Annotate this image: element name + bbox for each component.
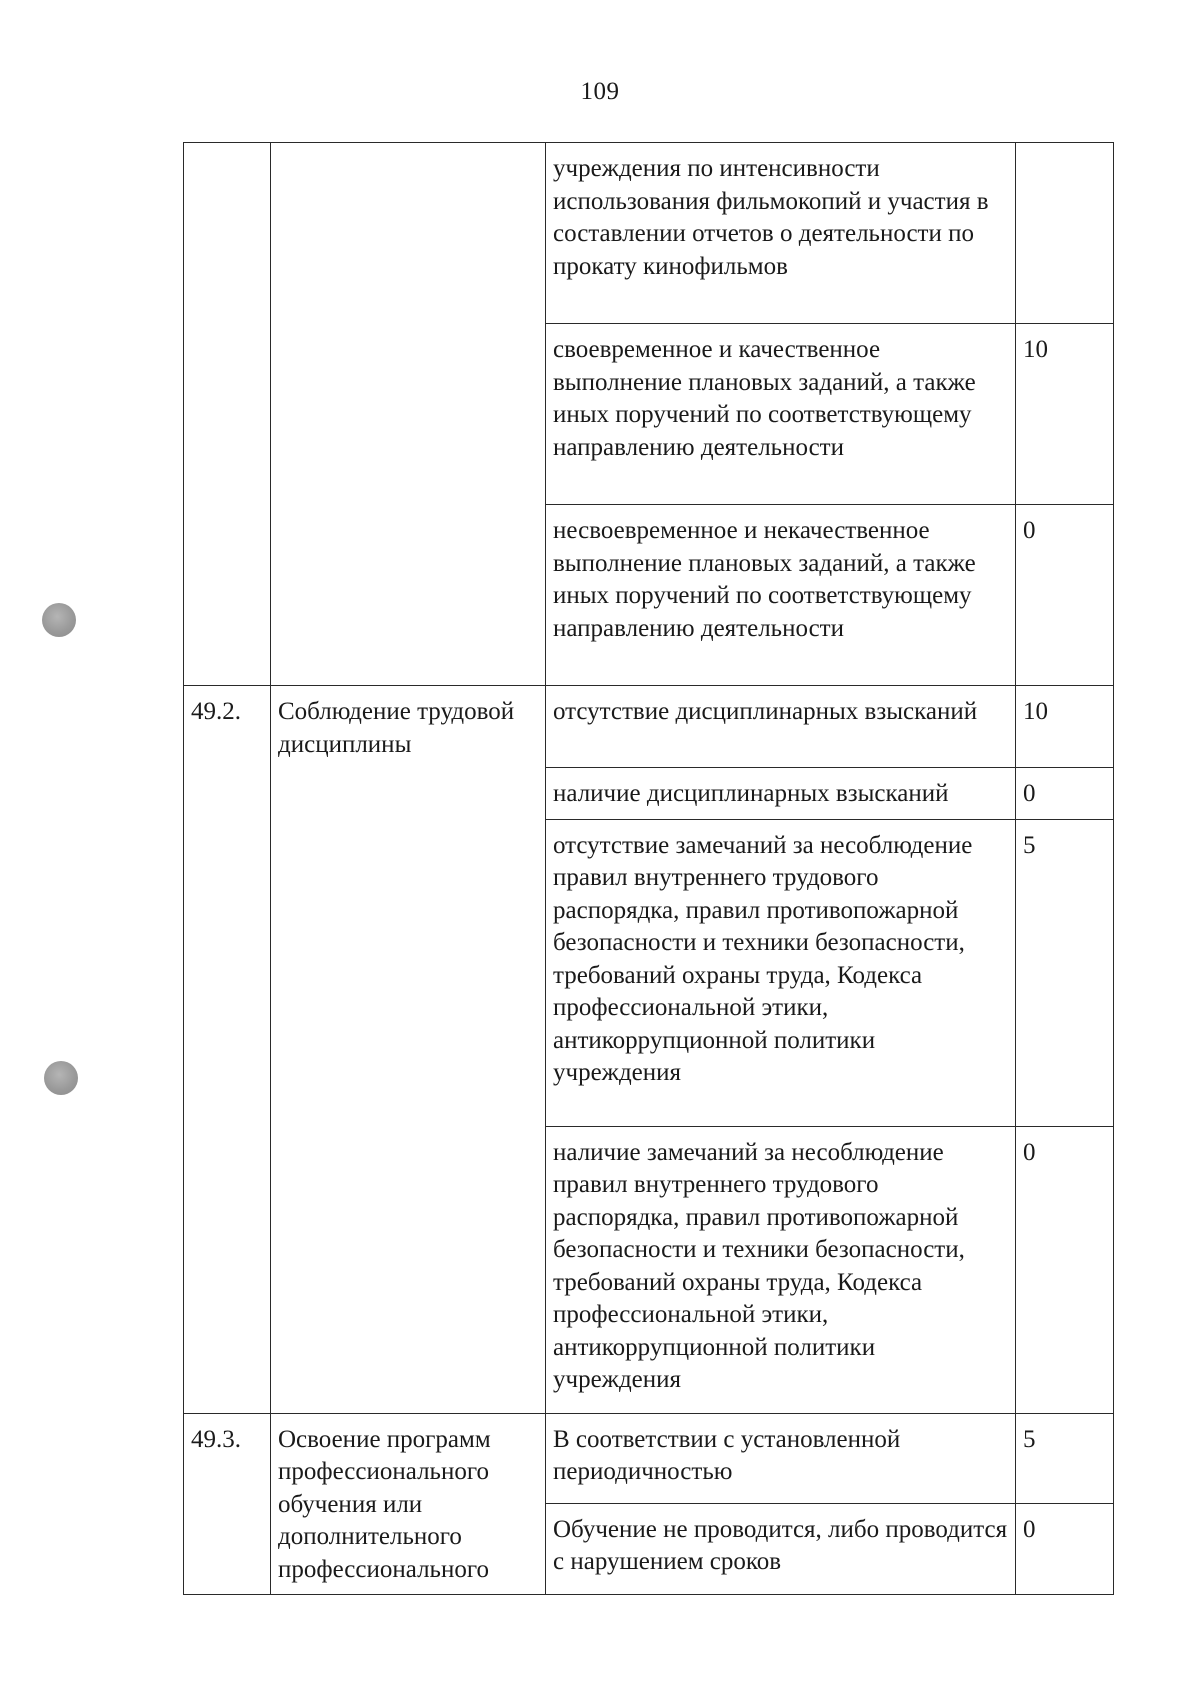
punch-hole [44, 1061, 78, 1095]
criterion-cell: учреждения по интенсивности использования фильмокопий и участия в составлении отчетов о деятельности по прокату кинофильмов [546, 143, 1016, 324]
score-cell: 5 [1016, 819, 1114, 1126]
score-cell: 5 [1016, 1413, 1114, 1503]
criterion-cell: наличие дисциплинарных взысканий [546, 768, 1016, 820]
criterion-cell: несвоевременное и некачественное выполнение плановых заданий, а также иных поручений по соответствующему направлению деятельности [546, 505, 1016, 686]
criterion-cell: Обучение не проводится, либо проводится с нарушением сроков [546, 1503, 1016, 1594]
punch-hole [42, 603, 76, 637]
score-cell: 0 [1016, 768, 1114, 820]
item-title-cell [271, 143, 546, 686]
score-cell: 0 [1016, 505, 1114, 686]
score-cell [1016, 143, 1114, 324]
table-row [184, 1413, 1114, 1503]
item-number-cell: 49.3. [184, 1413, 271, 1595]
score-cell: 0 [1016, 1503, 1114, 1594]
score-cell: 10 [1016, 324, 1114, 505]
item-number-cell [184, 143, 271, 686]
table-row [184, 686, 1114, 768]
criterion-cell: своевременное и качественное выполнение плановых заданий, а также иных поручений по соответствующему направлению деятельности [546, 324, 1016, 505]
score-cell: 0 [1016, 1126, 1114, 1413]
item-title-cell: Соблюдение трудовой дисциплины [271, 686, 546, 1414]
criterion-cell: наличие замечаний за несоблюдение правил внутреннего трудового распорядка, правил противопожарной безопасности и техники безопасности, требований охраны труда, Кодекса профессиональной этики, антикоррупционной политики учреждения [546, 1126, 1016, 1413]
criterion-cell: отсутствие дисциплинарных взысканий [546, 686, 1016, 768]
criterion-cell: В соответствии с установленной периодичностью [546, 1413, 1016, 1503]
table-row [184, 143, 1114, 324]
criteria-table [183, 142, 1114, 1595]
item-title-cell: Освоение программ профессионального обучения или дополнительного профессионального [271, 1413, 546, 1595]
score-cell: 10 [1016, 686, 1114, 768]
item-number-cell: 49.2. [184, 686, 271, 1414]
criterion-cell: отсутствие замечаний за несоблюдение правил внутреннего трудового распорядка, правил противопожарной безопасности и техники безопасности, требований охраны труда, Кодекса профессиональной этики, антикоррупционной политики учреждения [546, 819, 1016, 1126]
page-number: 109 [580, 78, 620, 105]
